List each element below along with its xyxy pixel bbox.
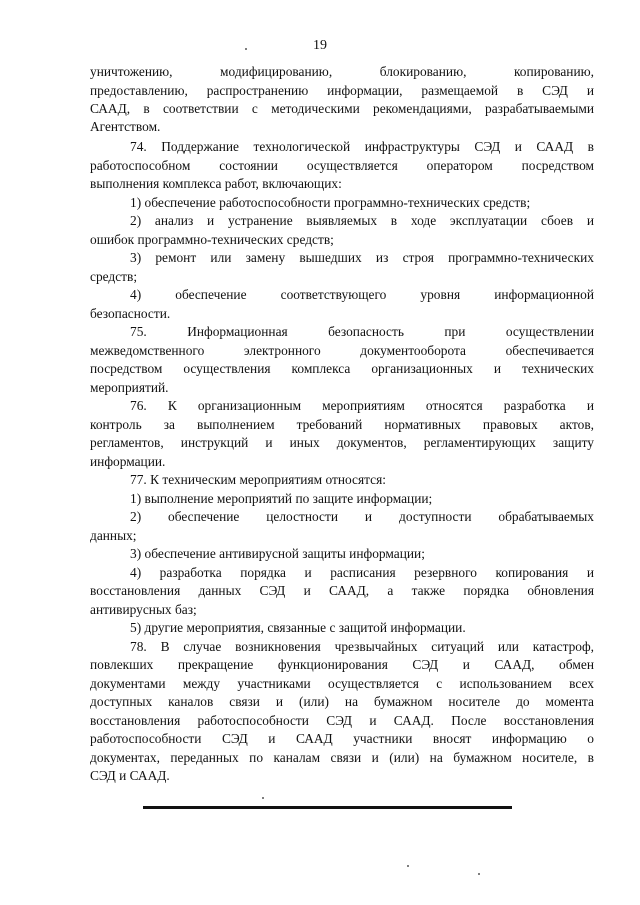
text-line: 75. Информационная безопасность при осуществлении [130, 324, 594, 339]
text-line: межведомственного электронного документооборота обеспечивается [90, 343, 594, 358]
text-line: 3) ремонт или замену вышедших из строя программно-технических [130, 250, 594, 265]
text-line: 74. Поддержание технологической инфраструктуры СЭД и СААД в [130, 139, 594, 154]
text-line: документами между участниками осуществляется с использованием всех [90, 676, 594, 691]
text-line: 77. К техническим мероприятиям относятся: [130, 472, 386, 487]
text-line: документах, переданных по каналам связи и (или) на бумажном носителе, в [90, 750, 594, 765]
text-line: 4) обеспечение соответствующего уровня информационной [130, 287, 594, 302]
text-line: выполнения комплекса работ, включающих: [90, 176, 342, 191]
text-line: доступных каналов связи и (или) на бумажном носителе до момента [90, 694, 594, 709]
text-line: контроль за выполнением требований нормативных правовых актов, [90, 417, 594, 432]
text-line: регламентов, инструкций и иных документов, регламентирующих защиту [90, 435, 594, 450]
text-line: СААД, в соответствии с методическими рекомендациями, разрабатываемыми [90, 101, 594, 116]
text-line: предоставлению, распространению информации, размещаемой в СЭД и [90, 83, 594, 98]
text-line: восстановления работоспособности СЭД и СААД. После восстановления [90, 713, 594, 728]
text-line: работоспособном состоянии осуществляется оператором посредством [90, 158, 594, 173]
text-line: информации. [90, 454, 166, 469]
text-line: восстановления данных СЭД и СААД, а также порядка обновления [90, 583, 594, 598]
scan-speck [478, 873, 480, 875]
text-line: 5) другие мероприятия, связанные с защитой информации. [130, 620, 466, 635]
text-line: 78. В случае возникновения чрезвычайных ситуаций или катастроф, [130, 639, 594, 654]
text-line: 4) разработка порядка и расписания резервного копирования и [130, 565, 594, 580]
text-line: ошибок программно-технических средств; [90, 232, 334, 247]
text-line: 1) выполнение мероприятий по защите информации; [130, 491, 433, 506]
scan-speck [407, 865, 409, 867]
text-line: посредством осуществления комплекса организационных и технических [90, 361, 594, 376]
text-line: данных; [90, 528, 137, 543]
bottom-rule [143, 806, 512, 809]
text-line: повлекших прекращение функционирования СЭД и СААД, обмен [90, 657, 594, 672]
text-line: 1) обеспечение работоспособности программно-технических средств; [130, 195, 531, 210]
text-line: антивирусных баз; [90, 602, 197, 617]
text-line: безопасности. [90, 306, 171, 321]
page-number: 19 [313, 38, 327, 53]
text-line: средств; [90, 269, 138, 284]
text-line: 2) обеспечение целостности и доступности обрабатываемых [130, 509, 594, 524]
text-line: уничтожению, модифицированию, блокированию, копированию, [90, 64, 594, 79]
text-line: СЭД и СААД. [90, 768, 170, 783]
text-line: работоспособности СЭД и СААД участники вносят информацию о [90, 731, 594, 746]
text-line: мероприятий. [90, 380, 169, 395]
text-line: 76. К организационным мероприятиям относятся разработка и [130, 398, 594, 413]
text-line: 2) анализ и устранение выявляемых в ходе эксплуатации сбоев и [130, 213, 594, 228]
scan-speck [262, 797, 264, 799]
text-line: 3) обеспечение антивирусной защиты информации; [130, 546, 425, 561]
scan-speck [245, 48, 247, 50]
text-line: Агентством. [90, 119, 161, 134]
